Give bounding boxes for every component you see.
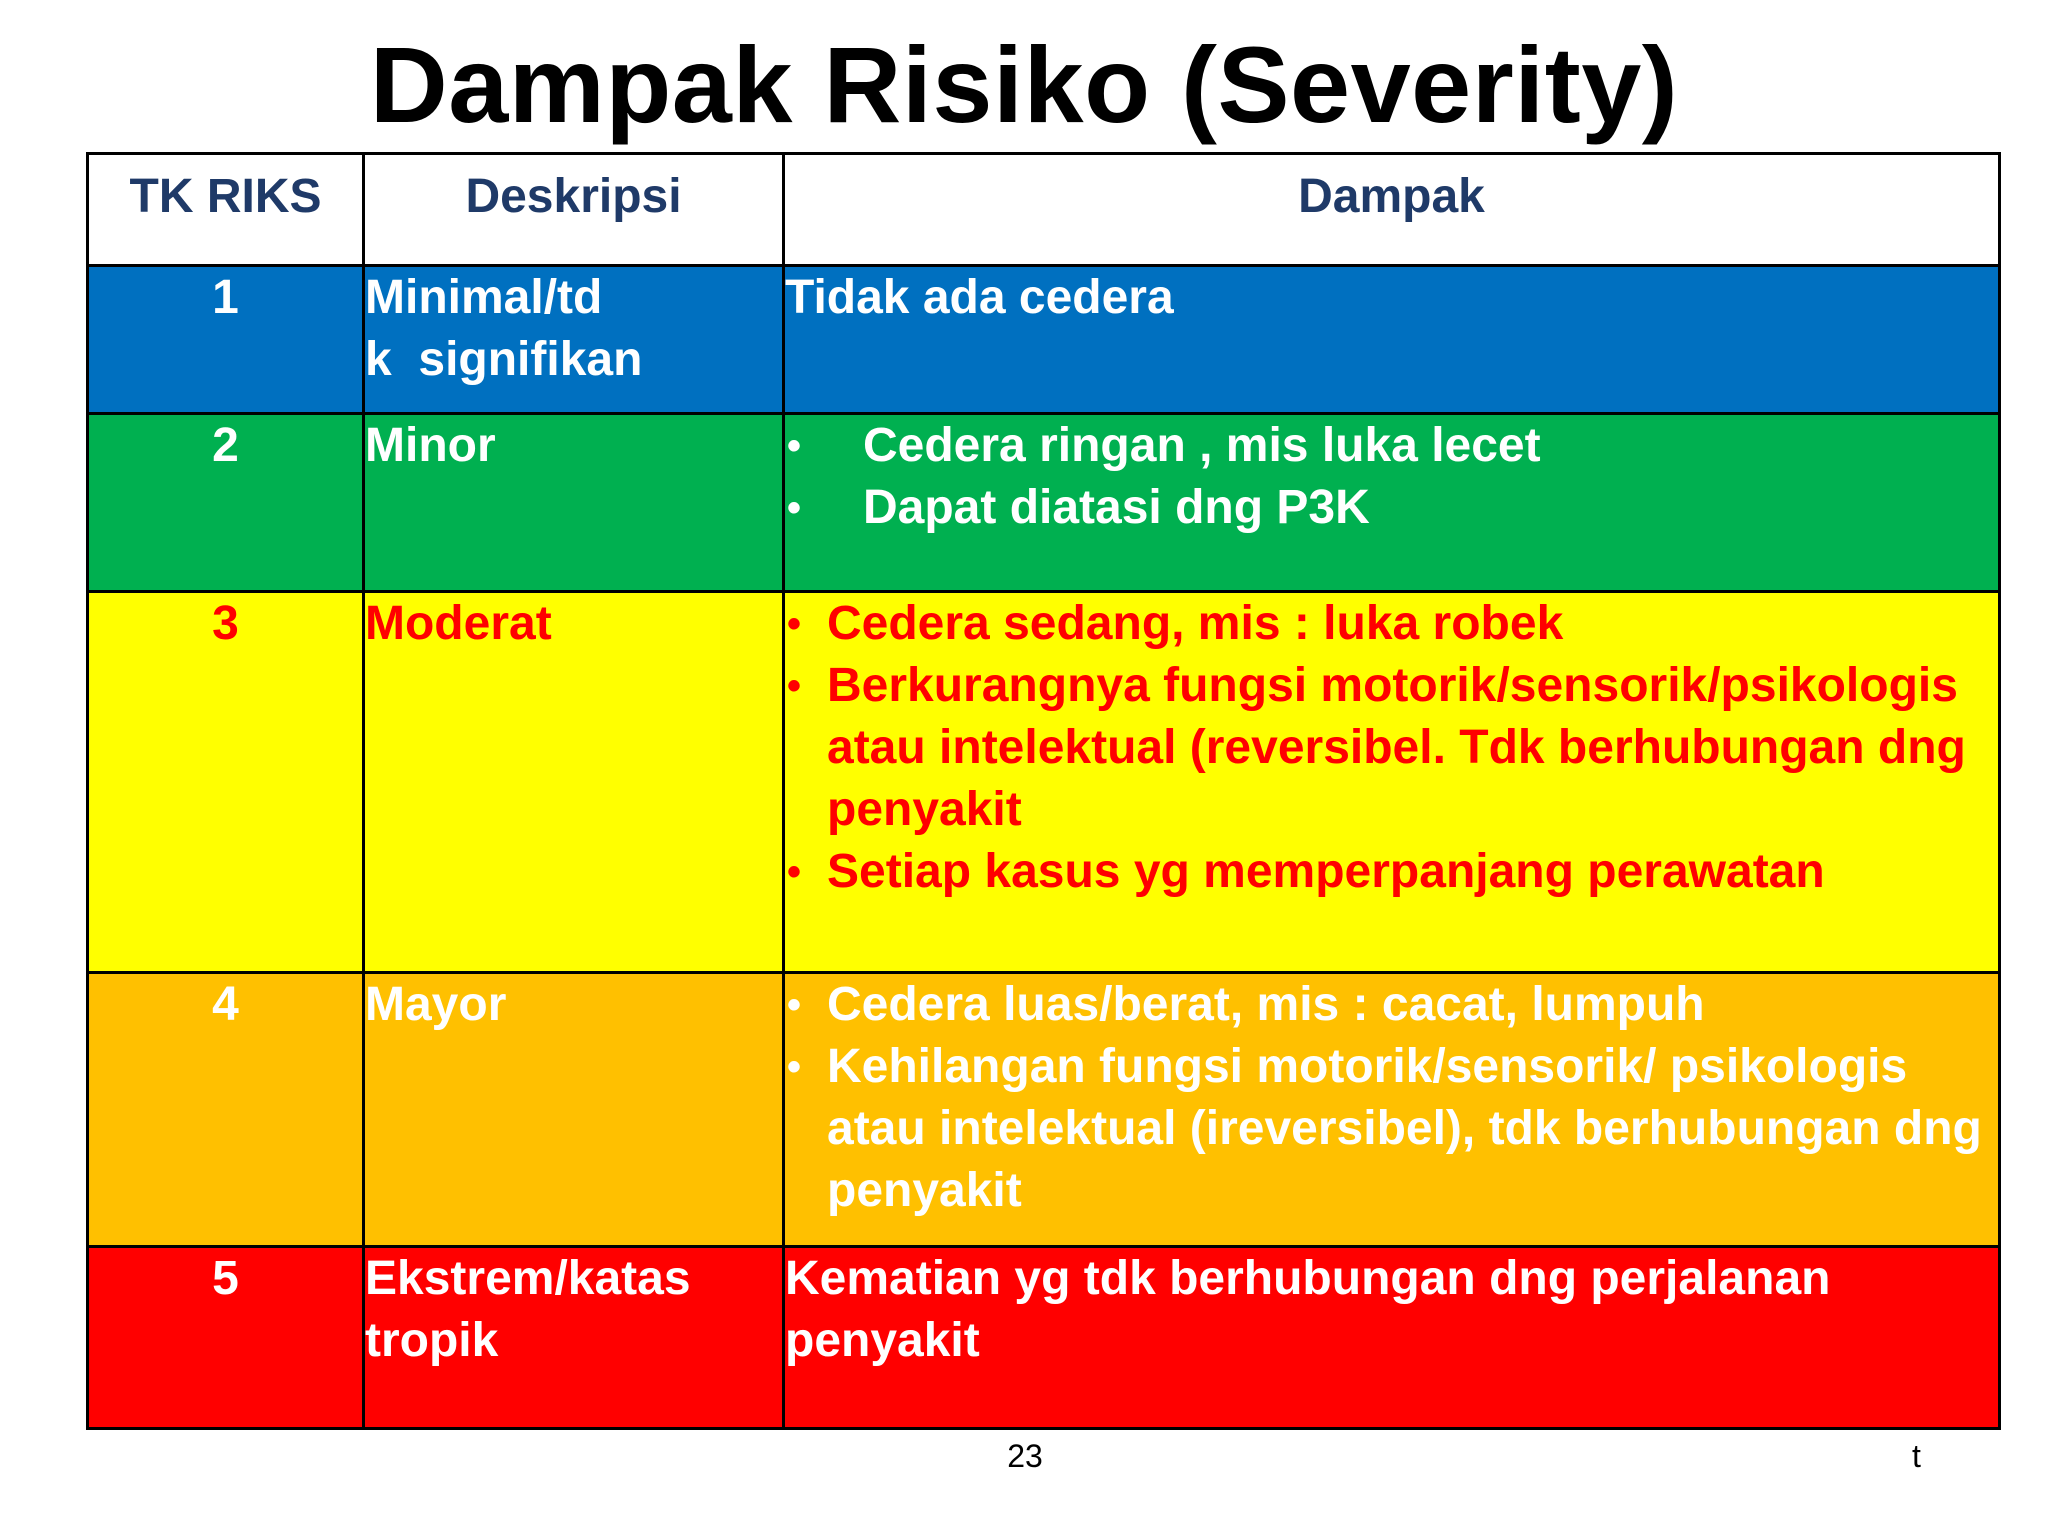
row-description: Moderat — [364, 592, 784, 972]
bullet-icon: • — [787, 850, 802, 895]
row-description-line: k signifikan — [365, 333, 643, 387]
impact-item — [785, 974, 1998, 1036]
row-level: 3 — [88, 592, 364, 972]
header-impact: Dampak — [784, 154, 2000, 266]
table-row — [88, 414, 2000, 592]
table-header-row — [88, 154, 2000, 266]
header-level: TK RIKS — [88, 154, 364, 266]
bullet-icon: • — [787, 486, 802, 531]
page-number: 23 — [1007, 1438, 1043, 1474]
impact-item-text: Cedera luas/berat, mis : cacat, lumpuh — [827, 977, 1705, 1031]
row-impact — [784, 414, 2000, 592]
impact-item-text: Berkurangnya fungsi motorik/sensorik/psikologis atau intelektual (reversibel. Tdk berhubungan dng penyakit — [827, 659, 1966, 837]
row-description: Mayor — [364, 972, 784, 1246]
impact-item-text: Dapat diatasi dng P3K — [863, 481, 1370, 535]
bullet-icon: • — [787, 1044, 802, 1089]
header-description: Deskripsi — [364, 154, 784, 266]
row-impact: Kematian yg tdk berhubungan dng perjalanan penyakit — [784, 1246, 2000, 1428]
row-level: 1 — [88, 266, 364, 414]
table-row — [88, 1246, 2000, 1428]
severity-table — [86, 152, 2001, 1430]
row-impact — [784, 592, 2000, 972]
row-level: 2 — [88, 414, 364, 592]
impact-item — [785, 1036, 1998, 1222]
impact-list — [785, 974, 1998, 1222]
row-description — [364, 1246, 784, 1428]
impact-item — [785, 477, 1998, 539]
row-description-line: Minimal/td — [365, 271, 603, 325]
bullet-icon: • — [787, 664, 802, 709]
slide-title: Dampak Risiko (Severity) — [369, 24, 1679, 145]
row-description-line: tropik — [365, 1313, 499, 1367]
impact-item — [785, 841, 1998, 903]
bullet-icon: • — [787, 602, 802, 647]
impact-list — [785, 415, 1998, 539]
table-row — [88, 972, 2000, 1246]
row-level: 5 — [88, 1246, 364, 1428]
impact-list — [785, 593, 1998, 903]
table-row — [88, 266, 2000, 414]
row-impact: Tidak ada cedera — [784, 266, 2000, 414]
impact-item — [785, 415, 1998, 477]
impact-item-text: Setiap kasus yg memperpanjang perawatan — [827, 845, 1825, 899]
impact-item-text: Kehilangan fungsi motorik/sensorik/ psikologis atau intelektual (ireversibel), tdk berhubungan dng penyakit — [827, 1039, 1982, 1217]
row-impact — [784, 972, 2000, 1246]
impact-item-text: Cedera ringan , mis luka lecet — [863, 419, 1541, 473]
impact-item — [785, 655, 1998, 841]
impact-item — [785, 593, 1998, 655]
bullet-icon: • — [787, 424, 802, 469]
table-row — [88, 592, 2000, 972]
impact-item-text: Cedera sedang, mis : luka robek — [827, 597, 1564, 651]
bullet-icon: • — [787, 982, 802, 1027]
row-description-line: Ekstrem/katas — [365, 1251, 691, 1305]
corner-mark: t — [1912, 1438, 1921, 1474]
row-level: 4 — [88, 972, 364, 1246]
row-description — [364, 266, 784, 414]
row-description: Minor — [364, 414, 784, 592]
